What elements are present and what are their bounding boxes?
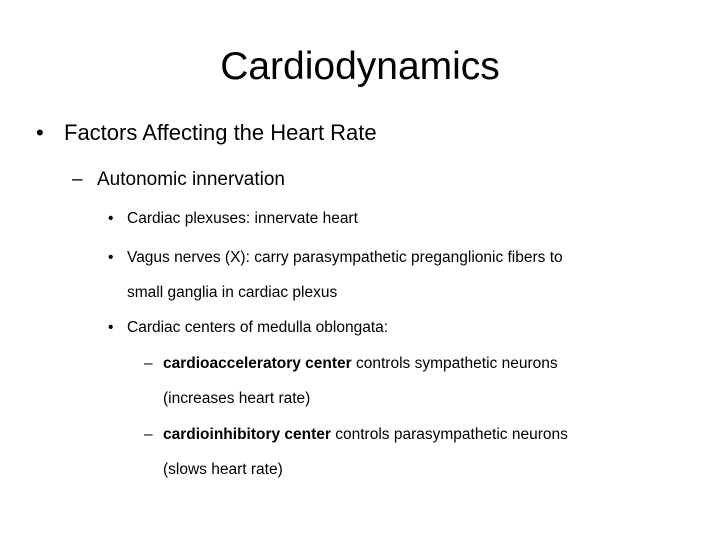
bullet-level3-item — [108, 310, 388, 345]
bullet-level1 — [36, 116, 377, 150]
bullet-level4-text-continued: (slows heart rate) — [163, 461, 283, 478]
bullet-level4-text-continued: (increases heart rate) — [163, 390, 311, 407]
bullet-level3-text: Vagus nerves (X): carry parasympathetic preganglionic fibers to — [127, 249, 563, 266]
bullet-level3-text-continued: small ganglia in cardiac plexus — [127, 284, 338, 301]
bullet-level3-item — [108, 240, 563, 310]
slide-title: Cardiodynamics — [220, 45, 500, 88]
bullet-level3-text: Cardiac centers of medulla oblongata: — [127, 319, 389, 336]
bullet-dot-icon: • — [108, 249, 114, 266]
bullet-level3-item — [108, 201, 358, 236]
term-cardioinhibitory: cardioinhibitory center — [163, 426, 331, 443]
bullet-level3-text: Cardiac plexuses: innervate heart — [127, 210, 358, 227]
bullet-level2-text: Autonomic innervation — [97, 169, 285, 190]
bullet-dot-icon: • — [108, 319, 114, 336]
bullet-level4-text — [163, 417, 568, 452]
bullet-level4-text — [163, 346, 558, 381]
dash-icon: – — [72, 169, 83, 190]
bullet-level4-item — [144, 346, 558, 416]
bullet-dot-icon: • — [36, 120, 44, 145]
term-cardioacceleratory: cardioacceleratory center — [163, 355, 352, 372]
bullet-level4-item — [144, 417, 568, 487]
bullet-level2 — [72, 165, 285, 195]
term-description: controls sympathetic neurons — [351, 355, 558, 372]
dash-icon: – — [144, 355, 153, 372]
bullet-dot-icon: • — [108, 210, 114, 227]
term-description: controls parasympathetic neurons — [330, 426, 568, 443]
bullet-level1-text: Factors Affecting the Heart Rate — [64, 120, 377, 145]
dash-icon: – — [144, 426, 153, 443]
